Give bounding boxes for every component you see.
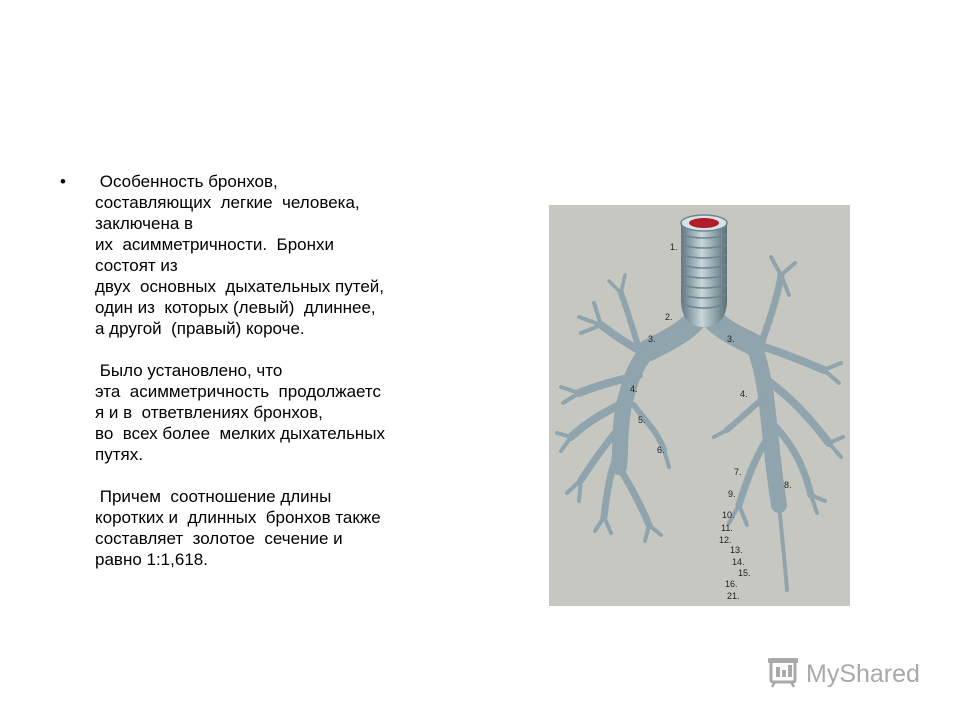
myshared-logo-icon: [766, 656, 800, 693]
text-line: составляет золотое сечение и: [95, 529, 343, 548]
text-line: их асимметричности. Бронхи: [95, 235, 334, 254]
figure-label: 8.: [784, 480, 792, 490]
text-line: Причем соотношение длины: [95, 487, 332, 506]
text-line: равно 1:1,618.: [95, 550, 208, 569]
text-line: Было установлено, что: [95, 361, 283, 380]
figure-label: 10.: [722, 510, 735, 520]
text-line: составляющих легкие человека,: [95, 193, 360, 212]
figure-label: 5.: [638, 415, 646, 425]
text-line: один из которых (левый) длиннее,: [95, 298, 376, 317]
figure-label: 21.: [727, 591, 740, 601]
figure-label: 4.: [740, 389, 748, 399]
watermark-text: MyShared: [806, 659, 920, 688]
figure-label: 2.: [665, 312, 673, 322]
figure-label: 6.: [657, 445, 665, 455]
text-line: путях.: [95, 445, 143, 464]
figure-label: 3.: [727, 334, 735, 344]
text-line: Особенность бронхов,: [95, 172, 278, 191]
figure-label: 7.: [734, 467, 742, 477]
bronchial-tree-illustration: [549, 205, 850, 606]
figure-label: 15.: [738, 568, 751, 578]
text-line: заключена в: [95, 214, 194, 233]
figure-label: 9.: [728, 489, 736, 499]
paragraph-gap: [95, 339, 475, 360]
bullet-marker: •: [60, 172, 66, 191]
myshared-watermark: [766, 656, 920, 692]
figure-label: 13.: [730, 545, 743, 555]
paragraph-2: [95, 360, 475, 465]
paragraph-3: [95, 486, 475, 570]
trachea: [681, 215, 727, 327]
text-line: я и в ответвлениях бронхов,: [95, 403, 323, 422]
figure-label: 4.: [630, 384, 638, 394]
text-line: эта асимметричность продолжаетс: [95, 382, 382, 401]
paragraph-1: [95, 171, 475, 339]
figure-label: 16.: [725, 579, 738, 589]
text-line: состоят из: [95, 256, 178, 275]
figure-label: 11.: [721, 523, 733, 533]
text-line: двух основных дыхательных путей,: [95, 277, 384, 296]
text-line: во всех более мелких дыхательных: [95, 424, 386, 443]
figure-label: 1.: [670, 242, 678, 252]
figure-label: 12.: [719, 535, 732, 545]
text-line: а другой (правый) короче.: [95, 319, 305, 338]
text-line: коротких и длинных бронхов также: [95, 508, 381, 527]
figure-label: 3.: [648, 334, 656, 344]
bronchial-tree-drawing: [549, 205, 850, 606]
figure-label: 14.: [732, 557, 745, 567]
paragraph-gap: [95, 465, 475, 486]
slide-text: [95, 171, 475, 570]
